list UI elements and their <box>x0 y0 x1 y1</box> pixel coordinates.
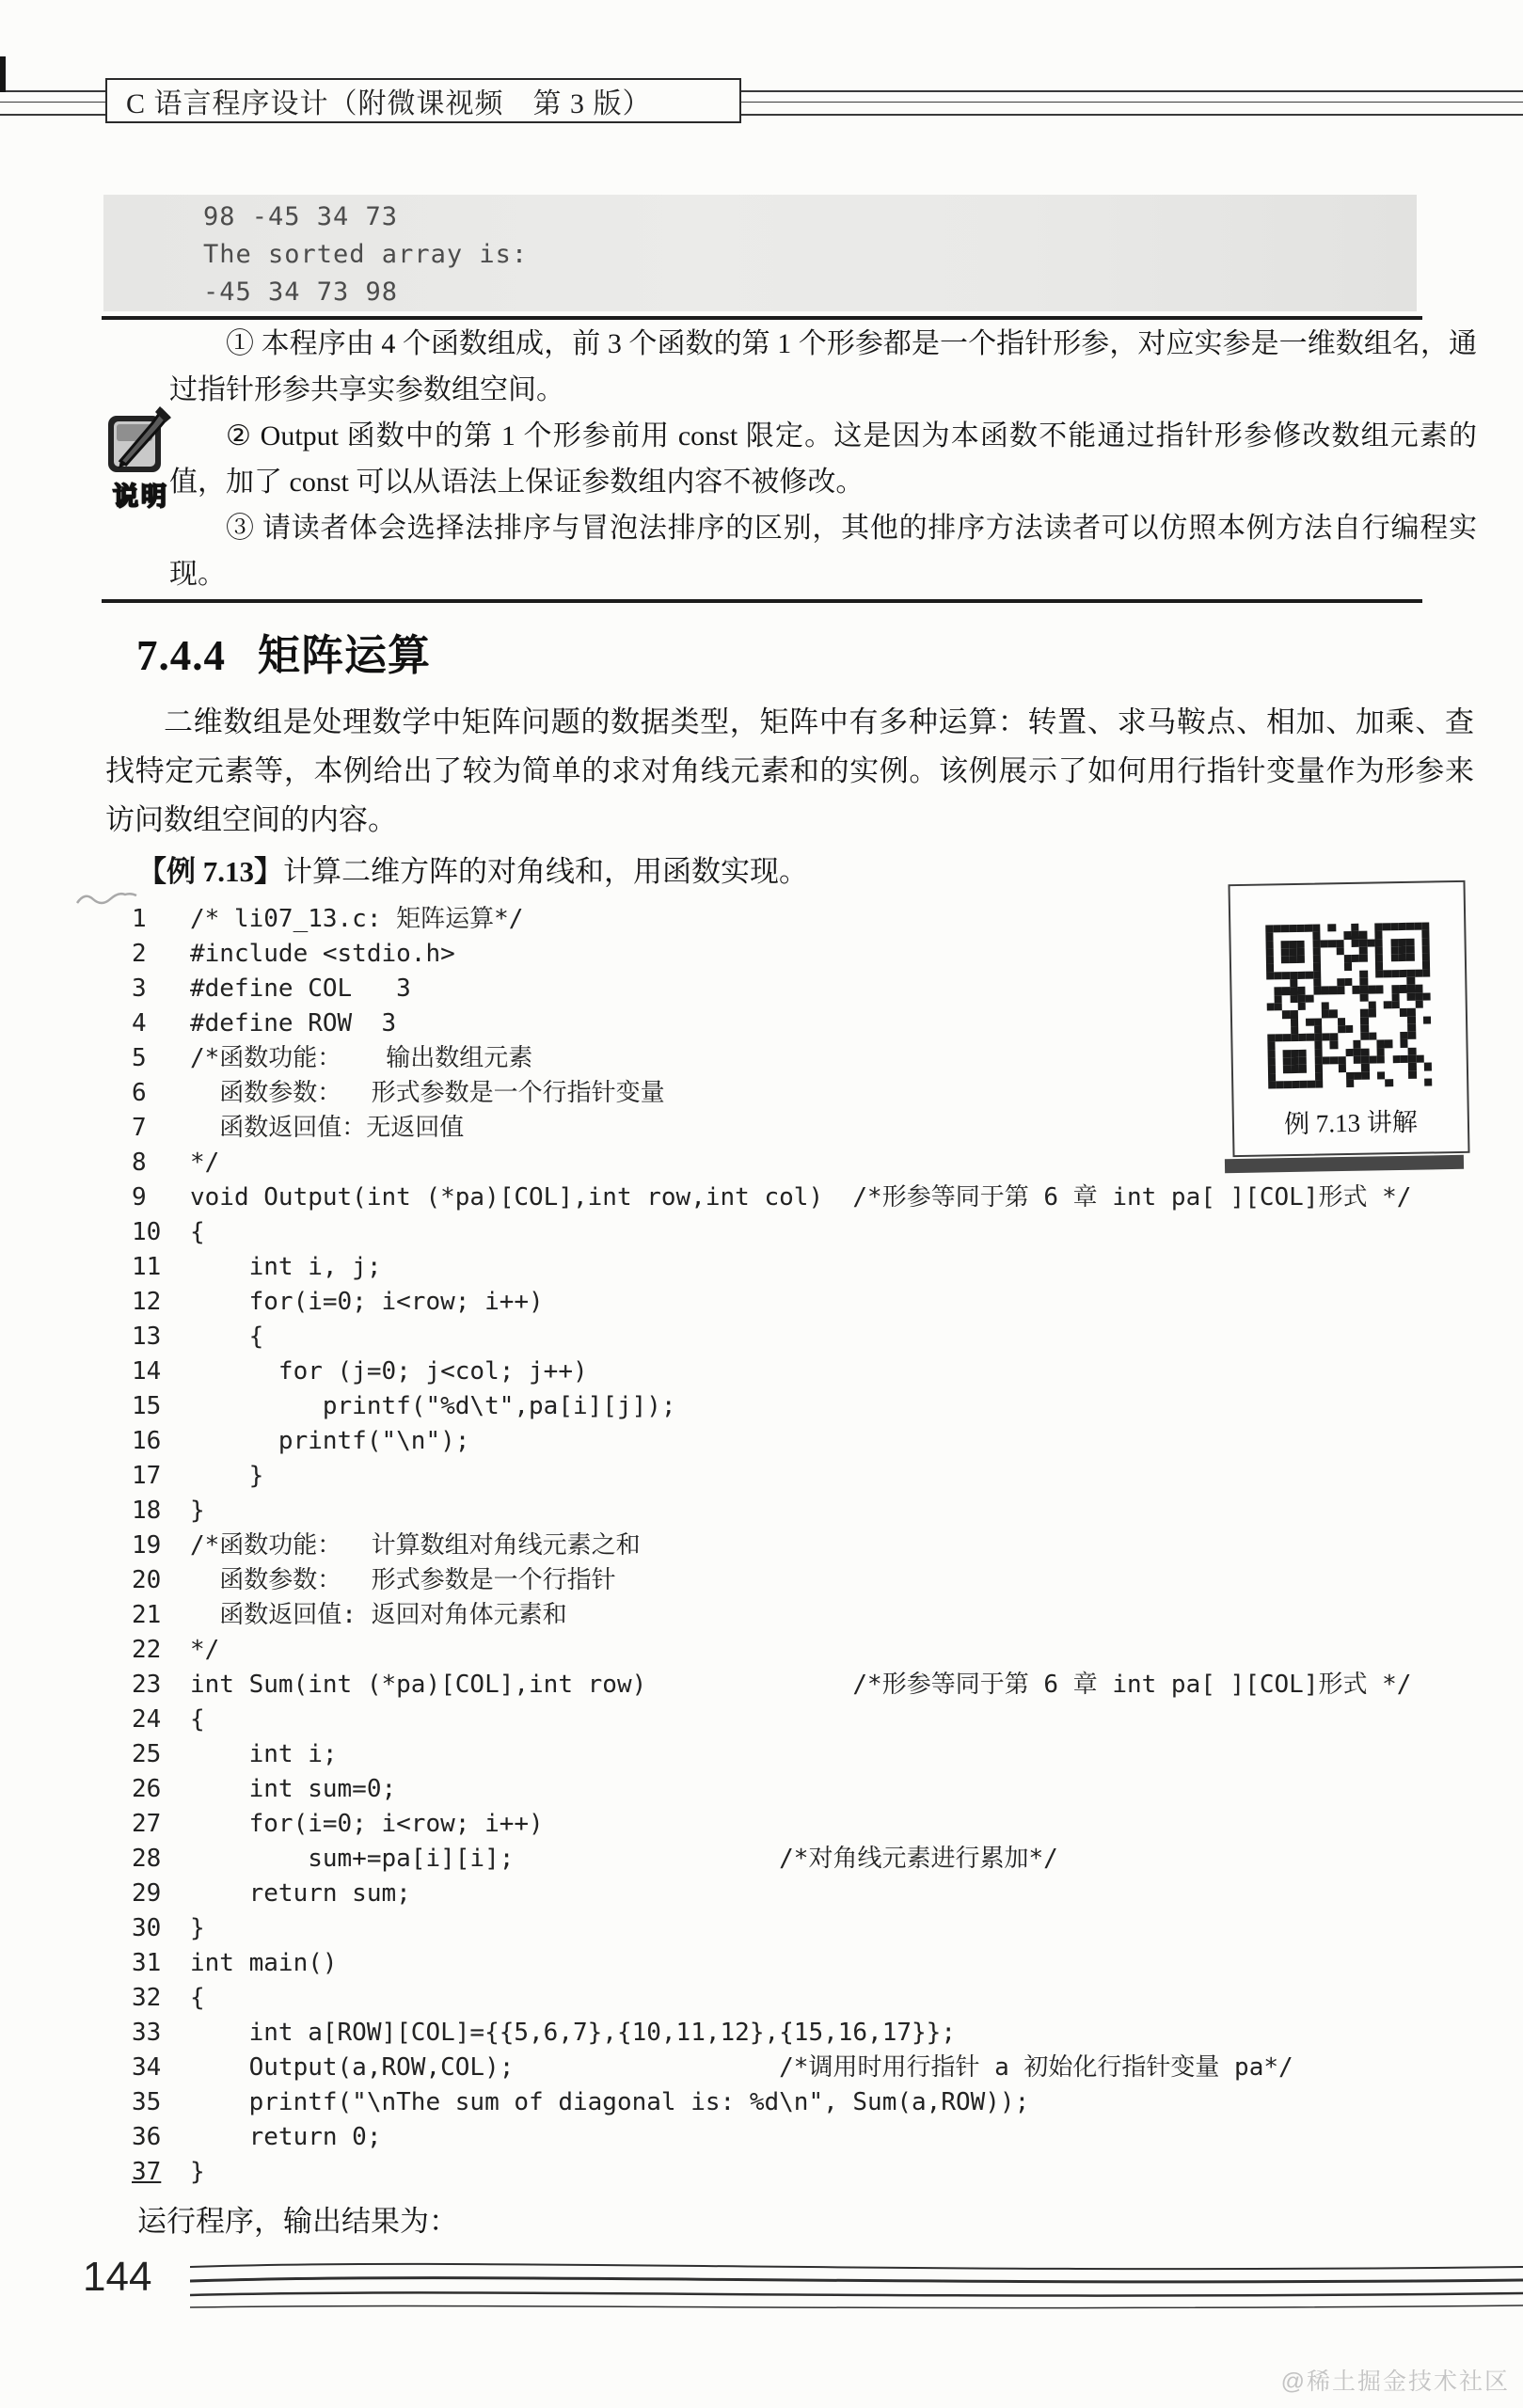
code-line-number: 13 <box>132 1323 162 1351</box>
code-line-number: 27 <box>132 1810 162 1838</box>
qr-code-image <box>1265 922 1432 1088</box>
code-line-text: /*函数功能： 计算数组对角线元素之和 <box>190 1531 641 1560</box>
watermark: @稀土掘金技术社区 <box>1280 2368 1510 2395</box>
code-line-text: } <box>190 1462 264 1490</box>
code-line-number: 26 <box>132 1775 162 1803</box>
console-output-line: 98 -45 34 73 <box>203 202 399 231</box>
code-line-text: { <box>190 1323 264 1351</box>
code-line-text: int sum=0; <box>190 1775 397 1803</box>
code-line <box>0 1354 1523 1389</box>
code-line-number: 31 <box>132 1949 162 1977</box>
code-line-number: 16 <box>132 1427 162 1455</box>
code-line <box>0 1459 1523 1494</box>
code-line-number: 6 <box>132 1079 147 1107</box>
code-line-text: sum+=pa[i][i]; /*对角线元素进行累加*/ <box>190 1845 1058 1873</box>
code-line-text: /*函数功能： 输出数组元素 <box>190 1044 533 1072</box>
code-line-number: 4 <box>132 1009 147 1038</box>
console-output-line: The sorted array is: <box>203 240 529 269</box>
code-line <box>0 1389 1523 1424</box>
code-line-number: 21 <box>132 1601 162 1629</box>
code-line-number: 9 <box>132 1183 147 1212</box>
code-line-text: */ <box>190 1149 220 1177</box>
code-line <box>0 2016 1523 2051</box>
code-line <box>0 1563 1523 1598</box>
code-line-text: /* li07_13.c: 矩阵运算*/ <box>190 905 524 933</box>
console-output-box <box>103 195 1417 311</box>
code-line-number: 29 <box>132 1879 162 1908</box>
code-line-number: 5 <box>132 1044 147 1072</box>
code-line <box>0 1842 1523 1877</box>
code-line <box>0 1703 1523 1737</box>
code-line <box>0 2120 1523 2155</box>
code-line-number: 30 <box>132 1914 162 1942</box>
book-title: C 语言程序设计（附微课视频 第 3 版） <box>126 88 652 119</box>
code-line-number: 7 <box>132 1114 147 1142</box>
code-line-number: 12 <box>132 1288 162 1316</box>
code-line-number: 35 <box>132 2088 162 2116</box>
example-text: 计算二维方阵的对角线和，用函数实现。 <box>283 855 808 888</box>
page-edge-mark <box>0 56 6 92</box>
code-line <box>0 1911 1523 1946</box>
note-label: 说明 <box>113 483 169 511</box>
code-line-number: 25 <box>132 1740 162 1768</box>
code-line <box>0 1215 1523 1250</box>
code-line-number: 20 <box>132 1566 162 1594</box>
code-line-text: for(i=0; i<row; i++) <box>190 1288 544 1316</box>
code-line-number: 3 <box>132 974 147 1003</box>
code-line <box>0 1180 1523 1215</box>
code-line <box>0 1877 1523 1911</box>
note-item: ② Output 函数中的第 1 个形参前用 const 限定。这是因为本函数不能通过指针形参修改数组元素的值，加了 const 可以从语法上保证参数组内容不被修改。 <box>169 420 1477 498</box>
code-line <box>0 1285 1523 1320</box>
page-number: 144 <box>83 2254 152 2300</box>
code-line-number: 14 <box>132 1357 162 1386</box>
code-line-number: 28 <box>132 1845 162 1873</box>
code-line-text: printf("%d\t",pa[i][j]); <box>190 1392 676 1420</box>
code-line-number: 19 <box>132 1531 162 1560</box>
code-line-text: return 0; <box>190 2123 382 2151</box>
section-divider-rule <box>102 599 1422 603</box>
code-line-number: 37 <box>132 2158 162 2186</box>
code-line-number: 33 <box>132 2019 162 2047</box>
notepad-pencil-icon <box>105 399 173 476</box>
code-line-number: 15 <box>132 1392 162 1420</box>
code-line-text: int i; <box>190 1740 338 1768</box>
code-line <box>0 1946 1523 1981</box>
section-divider-rule <box>102 316 1422 320</box>
code-line <box>0 1320 1523 1354</box>
code-line <box>0 1981 1523 2016</box>
code-line-number: 11 <box>132 1253 162 1281</box>
code-line <box>0 1598 1523 1633</box>
code-line-text: } <box>190 2158 205 2186</box>
code-line-text: int a[ROW][COL]={{5,6,7},{10,11,12},{15,16,17}}; <box>190 2019 956 2047</box>
code-line-number: 8 <box>132 1149 147 1177</box>
code-line-text: */ <box>190 1636 220 1664</box>
code-line <box>0 1250 1523 1285</box>
code-line-number: 18 <box>132 1497 162 1525</box>
note-paragraphs <box>169 321 1477 597</box>
code-line <box>0 1424 1523 1459</box>
code-line-text: for(i=0; i<row; i++) <box>190 1810 544 1838</box>
code-line-text: Output(a,ROW,COL); /*调用时用行指针 a 初始化行指针变量 pa*/ <box>190 2053 1293 2082</box>
code-line-number: 24 <box>132 1705 162 1734</box>
code-line-text: { <box>190 1705 205 1734</box>
note-item: ① 本程序由 4 个函数组成，前 3 个函数的第 1 个形参都是一个指针形参，对应实参是一维数组名，通过指针形参共享实参数组空间。 <box>169 328 1477 405</box>
code-line-text: } <box>190 1914 205 1942</box>
code-line-text: for (j=0; j<col; j++) <box>190 1357 588 1386</box>
code-line-text: #include <stdio.h> <box>190 940 455 968</box>
code-line-number: 23 <box>132 1671 162 1699</box>
qr-caption: 例 7.13 讲解 <box>1283 1107 1419 1139</box>
example-caption <box>137 848 808 890</box>
code-line-number: 36 <box>132 2123 162 2151</box>
code-line-text: 函数参数： 形式参数是一个行指针 <box>190 1566 616 1594</box>
code-line <box>0 1772 1523 1807</box>
code-line-text: printf("\n"); <box>190 1427 470 1455</box>
section-number: 7.4.4 <box>136 632 226 679</box>
code-line-text: int main() <box>190 1949 338 1977</box>
code-line <box>0 2155 1523 2190</box>
code-line-text: #define COL 3 <box>190 974 411 1003</box>
code-line <box>0 1494 1523 1529</box>
code-line-text: #define ROW 3 <box>190 1009 397 1038</box>
code-line-number: 1 <box>132 905 147 933</box>
code-line-number: 2 <box>132 940 147 968</box>
section-title: 矩阵运算 <box>258 632 432 679</box>
code-line-text: { <box>190 1984 205 2012</box>
run-result-caption: 运行程序，输出结果为： <box>137 2205 458 2238</box>
code-line-text: void Output(int (*pa)[COL],int row,int col) /*形参等同于第 6 章 int pa[ ][COL]形式 */ <box>190 1183 1412 1212</box>
code-line-number: 34 <box>132 2053 162 2082</box>
code-line <box>0 1807 1523 1842</box>
code-line-text: { <box>190 1218 205 1246</box>
console-output-line: -45 34 73 98 <box>203 277 399 307</box>
code-line-text: printf("\nThe sum of diagonal is: %d\n", Sum(a,ROW)); <box>190 2088 1030 2116</box>
code-line-number: 22 <box>132 1636 162 1664</box>
qr-panel <box>1228 880 1469 1157</box>
code-line-text: 函数返回值：无返回值 <box>190 1114 465 1142</box>
code-line-text: } <box>190 1497 205 1525</box>
body-paragraph: 二维数组是处理数学中矩阵问题的数据类型，矩阵中有多种运算：转置、求马鞍点、相加、加乘、查找特定元素等，本例给出了较为简单的求对角线元素和的实例。该例展示了如何用行指针变量作为形参来访问数组空间的内容。 <box>105 705 1474 836</box>
note-item: ③ 请读者体会选择法排序与冒泡法排序的区别，其他的排序方法读者可以仿照本例方法自行编程实现。 <box>169 513 1477 590</box>
code-line <box>0 2051 1523 2085</box>
code-line-number: 17 <box>132 1462 162 1490</box>
code-line-text: return sum; <box>190 1879 411 1908</box>
code-line <box>0 2085 1523 2120</box>
code-line-text: int i, j; <box>190 1253 382 1281</box>
code-line <box>0 1529 1523 1563</box>
code-line-number: 32 <box>132 1984 162 2012</box>
example-label: 【例 7.13】 <box>137 855 283 888</box>
code-line-text: int Sum(int (*pa)[COL],int row) /*形参等同于第 6 章 int pa[ ][COL]形式 */ <box>190 1671 1412 1699</box>
code-line-number: 10 <box>132 1218 162 1246</box>
code-line <box>0 1668 1523 1703</box>
section-heading <box>136 621 431 682</box>
running-header <box>105 78 741 123</box>
code-line-text: 函数参数： 形式参数是一个行指针变量 <box>190 1079 665 1107</box>
footer-rule-lines <box>190 2256 1523 2316</box>
code-line-text: 函数返回值: 返回对角体元素和 <box>190 1601 567 1629</box>
code-line <box>0 1633 1523 1668</box>
code-line <box>0 1737 1523 1772</box>
